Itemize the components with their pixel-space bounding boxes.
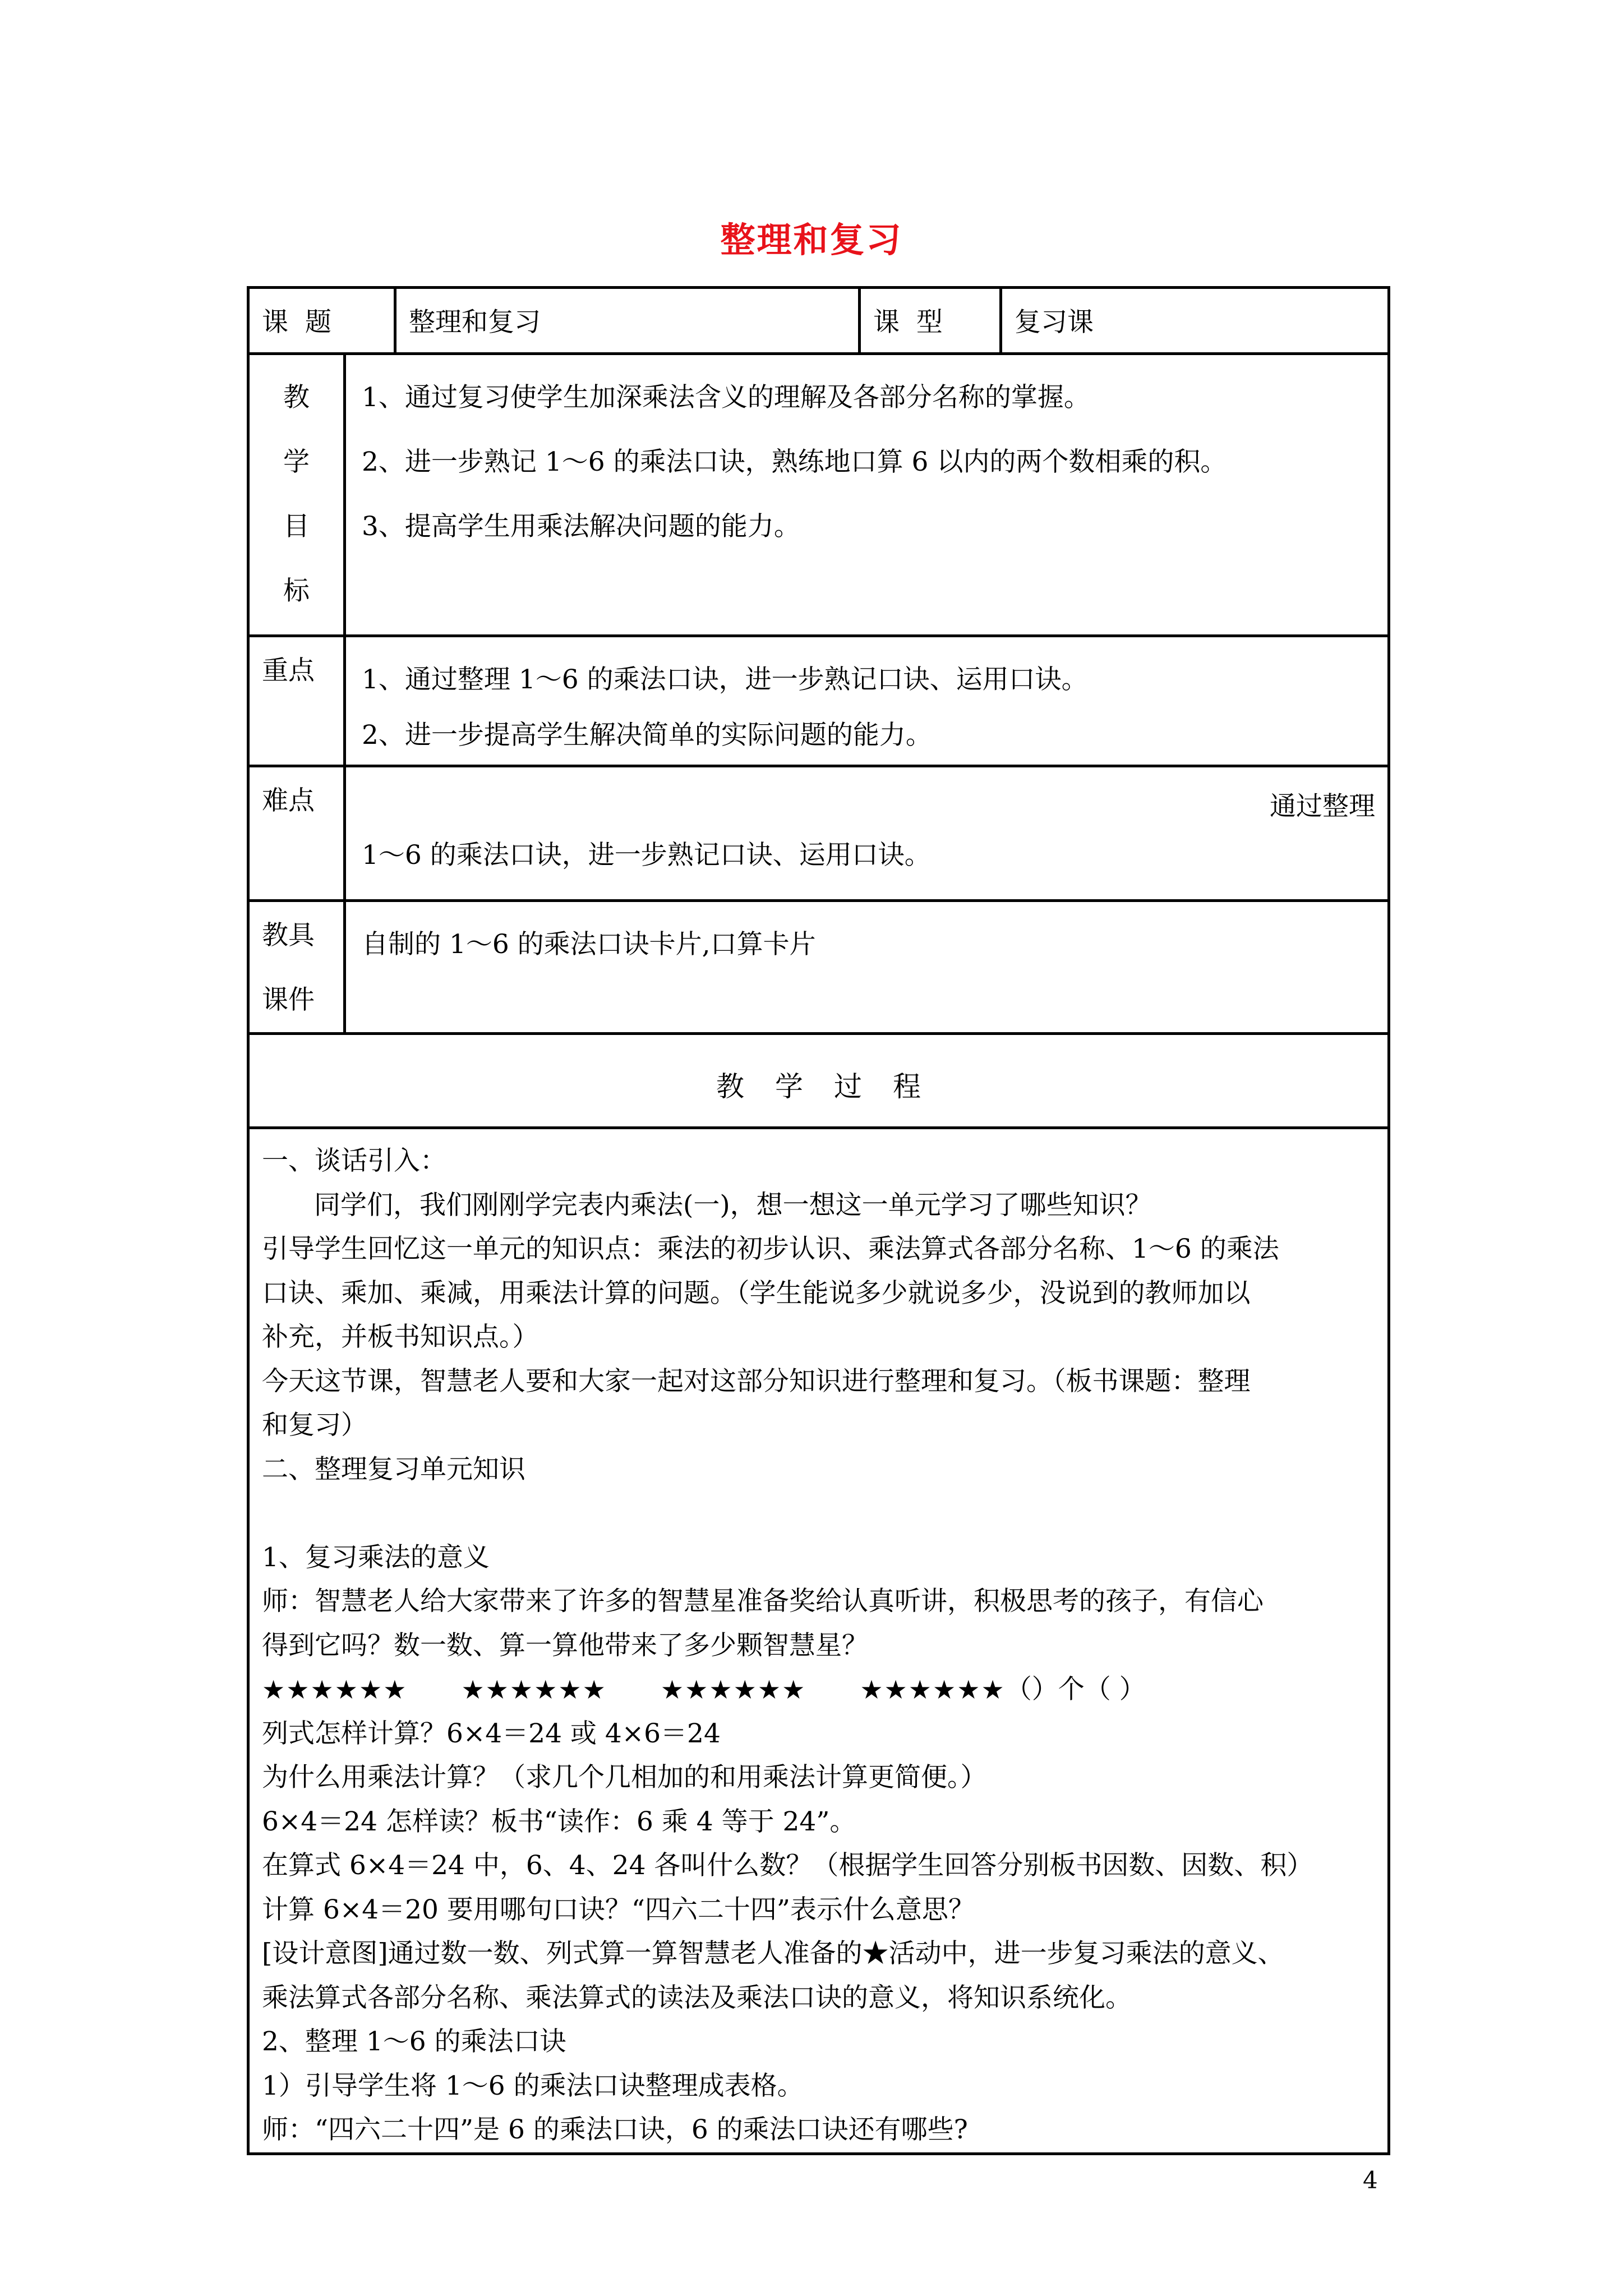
topic-label: 课 题 — [262, 307, 331, 338]
stars-row — [262, 1668, 1377, 1712]
document-title: 整理和复习 — [720, 219, 903, 260]
process-line: 为什么用乘法计算？（求几个几相加的和用乘法计算更简便。） — [262, 1762, 987, 1793]
process-line: 二、整理复习单元知识 — [262, 1453, 525, 1485]
goal-item: 1、通过复习使学生加深乘法含义的理解及各部分名称的掌握。 — [362, 382, 1090, 413]
goals-label-char: 标 — [283, 576, 310, 606]
process-line: 引导学生回忆这一单元的知识点：乘法的初步认识、乘法算式各部分名称、1～6 的乘法 — [262, 1234, 1279, 1264]
goal-item: 3、提高学生用乘法解决问题的能力。 — [362, 511, 800, 542]
process-line: 6×4＝24 怎样读？板书“读作：6 乘 4 等于 24”。 — [262, 1806, 856, 1837]
key-point-item: 1、通过整理 1～6 的乘法口诀，进一步熟记口诀、运用口诀。 — [362, 664, 1088, 695]
process-line: 乘法算式各部分名称、乘法算式的读法及乘法口诀的意义，将知识系统化。 — [262, 1982, 1132, 2013]
goals-content-cell — [345, 354, 1389, 636]
process-line: 一、谈话引入： — [262, 1145, 446, 1176]
process-heading-row — [248, 1034, 1389, 1128]
star-group: ★★★★★★ — [860, 1674, 1006, 1705]
process-line: 和复习） — [262, 1410, 367, 1441]
process-body-row — [248, 1128, 1389, 2154]
goals-label-char: 目 — [283, 511, 310, 542]
star-group: ★★★★★★ — [262, 1674, 408, 1705]
difficulty-text-line1: 通过整理 — [1270, 791, 1376, 822]
process-blank-line — [262, 1492, 1377, 1536]
process-line: 师：智慧老人给大家带来了许多的智慧星准备奖给认真听讲，积极思考的孩子，有信心 — [262, 1586, 1264, 1617]
page-number: 4 — [1363, 2166, 1378, 2194]
process-line: 列式怎样计算？6×4＝24 或 4×6＝24 — [262, 1718, 721, 1749]
key-points-content-cell — [345, 636, 1389, 766]
type-value-cell — [1001, 288, 1389, 354]
key-points-label-cell — [248, 636, 345, 766]
goals-label-char: 教 — [283, 382, 310, 413]
type-label-cell — [860, 288, 1001, 354]
process-line: 在算式 6×4＝24 中，6、4、24 各叫什么数？（根据学生回答分别板书因数、因数、积） — [262, 1850, 1313, 1881]
star-group: ★★★★★★ — [660, 1674, 806, 1705]
process-line: [设计意图]通过数一数、列式算一算智慧老人准备的★活动中，进一步复习乘法的意义、 — [262, 1938, 1284, 1969]
stars-count-blank: （）个（ ） — [1005, 1674, 1146, 1705]
process-body-cell — [248, 1128, 1389, 2154]
difficulty-row — [248, 766, 1389, 901]
difficulty-content-cell — [345, 766, 1389, 901]
process-line: 计算 6×4＝20 要用哪句口诀？“四六二十四”表示什么意思？ — [262, 1894, 975, 1925]
topic-value-cell — [395, 288, 860, 354]
process-line: 同学们，我们刚刚学完表内乘法(一)，想一想这一单元学习了哪些知识？ — [314, 1189, 1152, 1221]
tools-label-cell — [248, 901, 345, 1034]
process-line: 口诀、乘加、乘减，用乘法计算的问题。（学生能说多少就说多少，没说到的教师加以 — [262, 1277, 1251, 1309]
process-line: 补充，并板书知识点。） — [262, 1322, 539, 1352]
tools-content-cell — [345, 901, 1389, 1034]
difficulty-text-line2: 1～6 的乘法口诀，进一步熟记口诀、运用口诀。 — [362, 840, 931, 871]
process-body — [250, 1129, 1387, 2152]
goals-label-cell — [248, 354, 345, 636]
goals-label — [250, 355, 343, 634]
key-points-label: 重点 — [262, 655, 315, 686]
tools-value: 自制的 1～6 的乘法口诀卡片,口算卡片 — [362, 929, 816, 960]
tools-label — [250, 901, 343, 1033]
difficulty-label: 难点 — [262, 785, 315, 816]
type-value: 复习课 — [1015, 307, 1094, 338]
process-heading-cell — [248, 1034, 1389, 1128]
tools-row — [248, 901, 1389, 1034]
key-points-row — [248, 636, 1389, 766]
process-line: 师：“四六二十四”是 6 的乘法口诀，6 的乘法口诀还有哪些? — [262, 2114, 968, 2145]
topic-value: 整理和复习 — [409, 307, 541, 338]
process-line: 1）引导学生将 1～6 的乘法口诀整理成表格。 — [262, 2070, 804, 2101]
goals-label-char: 学 — [283, 447, 310, 477]
type-label: 课 型 — [873, 307, 943, 338]
star-group: ★★★★★★ — [461, 1674, 607, 1705]
goal-item: 2、进一步熟记 1～6 的乘法口诀，熟练地口算 6 以内的两个数相乘的积。 — [362, 447, 1227, 477]
tools-label-line: 课件 — [262, 984, 315, 1015]
process-line: 1、复习乘法的意义 — [262, 1542, 490, 1573]
difficulty-label-cell — [248, 766, 345, 901]
goals-row — [248, 354, 1389, 636]
lesson-plan-table — [247, 286, 1390, 2155]
process-heading: 教学过程 — [716, 1070, 952, 1103]
topic-row — [248, 288, 1389, 354]
topic-label-cell — [248, 288, 395, 354]
tools-label-line: 教具 — [262, 920, 315, 951]
process-line: 今天这节课，智慧老人要和大家一起对这部分知识进行整理和复习。（板书课题：整理 — [262, 1365, 1251, 1397]
process-line: 得到它吗？数一数、算一算他带来了多少颗智慧星？ — [262, 1630, 868, 1661]
process-line: 2、整理 1～6 的乘法口诀 — [262, 2026, 566, 2057]
key-point-item: 2、进一步提高学生解决简单的实际问题的能力。 — [362, 720, 932, 751]
